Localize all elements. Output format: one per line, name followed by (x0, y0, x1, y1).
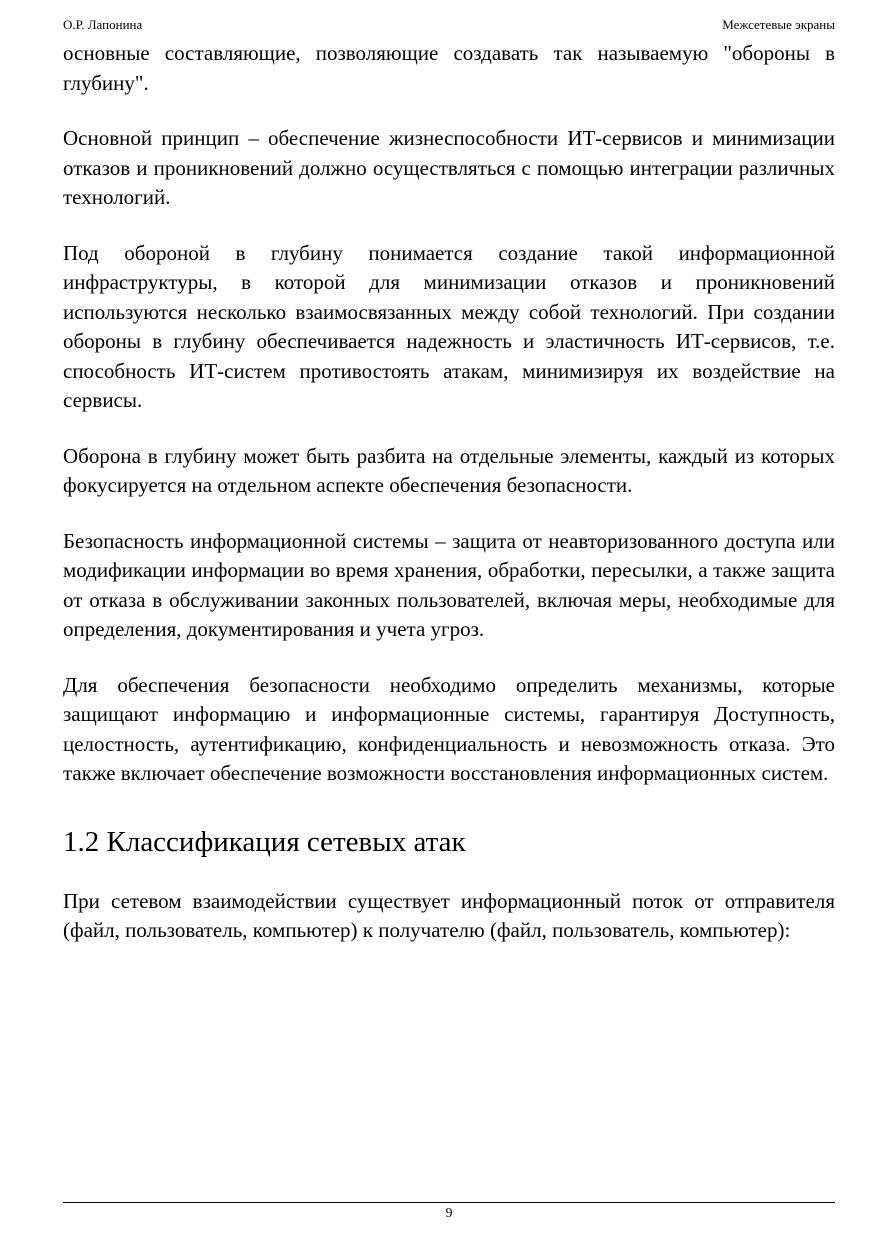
paragraph: Безопасность информационной системы – защита от неавторизованного доступа или модификации информации во время хранения, обработки, пересылки, а также защита от отказа в обслуживании законных пользователей, включая меры, необходимые для определения, документирования и учета угроз. (63, 528, 835, 641)
header-author: О.Р. Лапонина (63, 17, 143, 32)
section-paragraph: При сетевом взаимодействии существует информационный поток от отправителя (файл, пользователь, компьютер) к получателю (файл, пользователь, компьютер): (63, 888, 835, 942)
paragraph: Для обеспечения безопасности необходимо определить механизмы, которые защищают информацию и информационные системы, гарантируя Доступность, целостность, аутентификацию, конфиденциальность и невозможность отказа. Это также включает обеспечение возможности восстановления информационных систем. (63, 672, 835, 785)
section-heading: 1.2 Классификация сетевых атак (63, 825, 466, 858)
page-header (63, 16, 835, 34)
page-content (63, 39, 835, 972)
paragraph: Оборона в глубину может быть разбита на отдельные элементы, каждый из которых фокусируется на отдельном аспекте обеспечения безопасности. (63, 443, 835, 497)
paragraph: Под обороной в глубину понимается создание такой информационной инфраструктуры, в которой для минимизации отказов и проникновений используются несколько взаимосвязанных между собой технологий. При создании обороны в глубину обеспечивается надежность и эластичность ИТ-сервисов, т.е. способность ИТ-систем противостоять атакам, минимизируя их воздействие на сервисы. (63, 240, 835, 412)
footer-divider (63, 1202, 835, 1203)
header-title: Межсетевые экраны (722, 17, 835, 32)
paragraph: Основной принцип – обеспечение жизнеспособности ИТ-сервисов и минимизации отказов и проникновений должно осуществляться с помощью интеграции различных технологий. (63, 126, 835, 209)
page-number: 9 (445, 1206, 453, 1221)
paragraph: основные составляющие, позволяющие создавать так называемую "обороны в глубину". (63, 41, 835, 95)
